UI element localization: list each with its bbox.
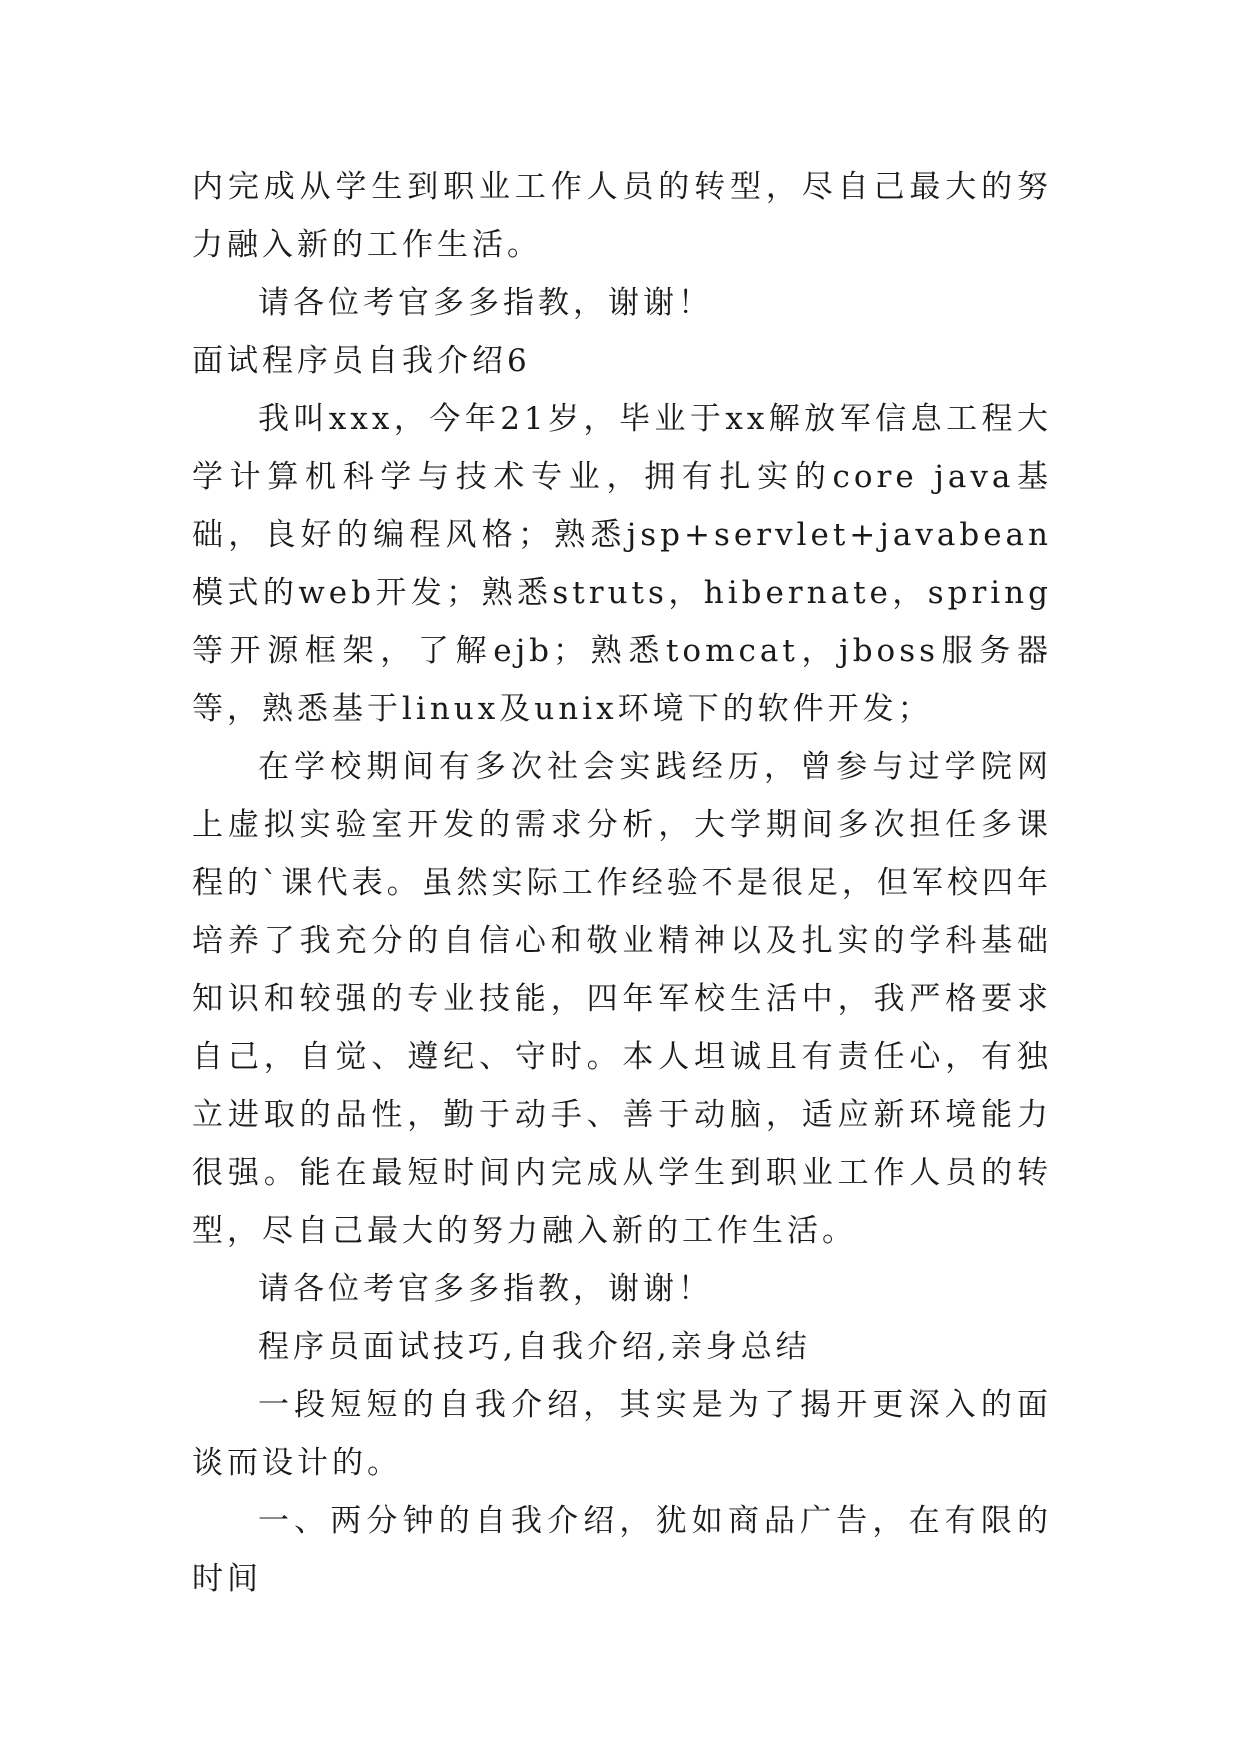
- paragraph-closing-2: 请各位考官多多指教，谢谢！: [258, 1271, 713, 1307]
- document-body: [192, 158, 1052, 1608]
- paragraph-closing: 请各位考官多多指教，谢谢！: [258, 285, 713, 321]
- paragraph-tip-intro: 一段短短的自我介绍，其实是为了揭开更深入的面谈而设计的。: [192, 1387, 1052, 1481]
- section-heading: 面试程序员自我介绍6: [192, 343, 531, 379]
- paragraph-continuation: 内完成从学生到职业工作人员的转型，尽自己最大的努力融入新的工作生活。: [192, 169, 1052, 263]
- paragraph-subtitle: 程序员面试技巧,自我介绍,亲身总结: [258, 1329, 811, 1365]
- paragraph-intro: 我叫xxx，今年21岁，毕业于xx解放军信息工程大学计算机科学与技术专业，拥有扎实的core java基础，良好的编程风格；熟悉jsp+servlet+javabean模式的web开发；熟悉struts，hibernate，spring等开源框架，了解ejb；熟悉tomcat，jboss服务器等，熟悉基于linux及unix环境下的软件开发；: [192, 401, 1052, 727]
- paragraph-experience: 在学校期间有多次社会实践经历，曾参与过学院网上虚拟实验室开发的需求分析，大学期间多次担任多课程的`课代表。虽然实际工作经验不是很足，但军校四年培养了我充分的自信心和敬业精神以及扎实的学科基础知识和较强的专业技能，四年军校生活中，我严格要求自己，自觉、遵纪、守时。本人坦诚且有责任心，有独立进取的品性，勤于动手、善于动脑，适应新环境能力很强。能在最短时间内完成从学生到职业工作人员的转型，尽自己最大的努力融入新的工作生活。: [192, 749, 1052, 1249]
- paragraph-tip-one: 一、两分钟的自我介绍，犹如商品广告，在有限的时间: [192, 1503, 1052, 1597]
